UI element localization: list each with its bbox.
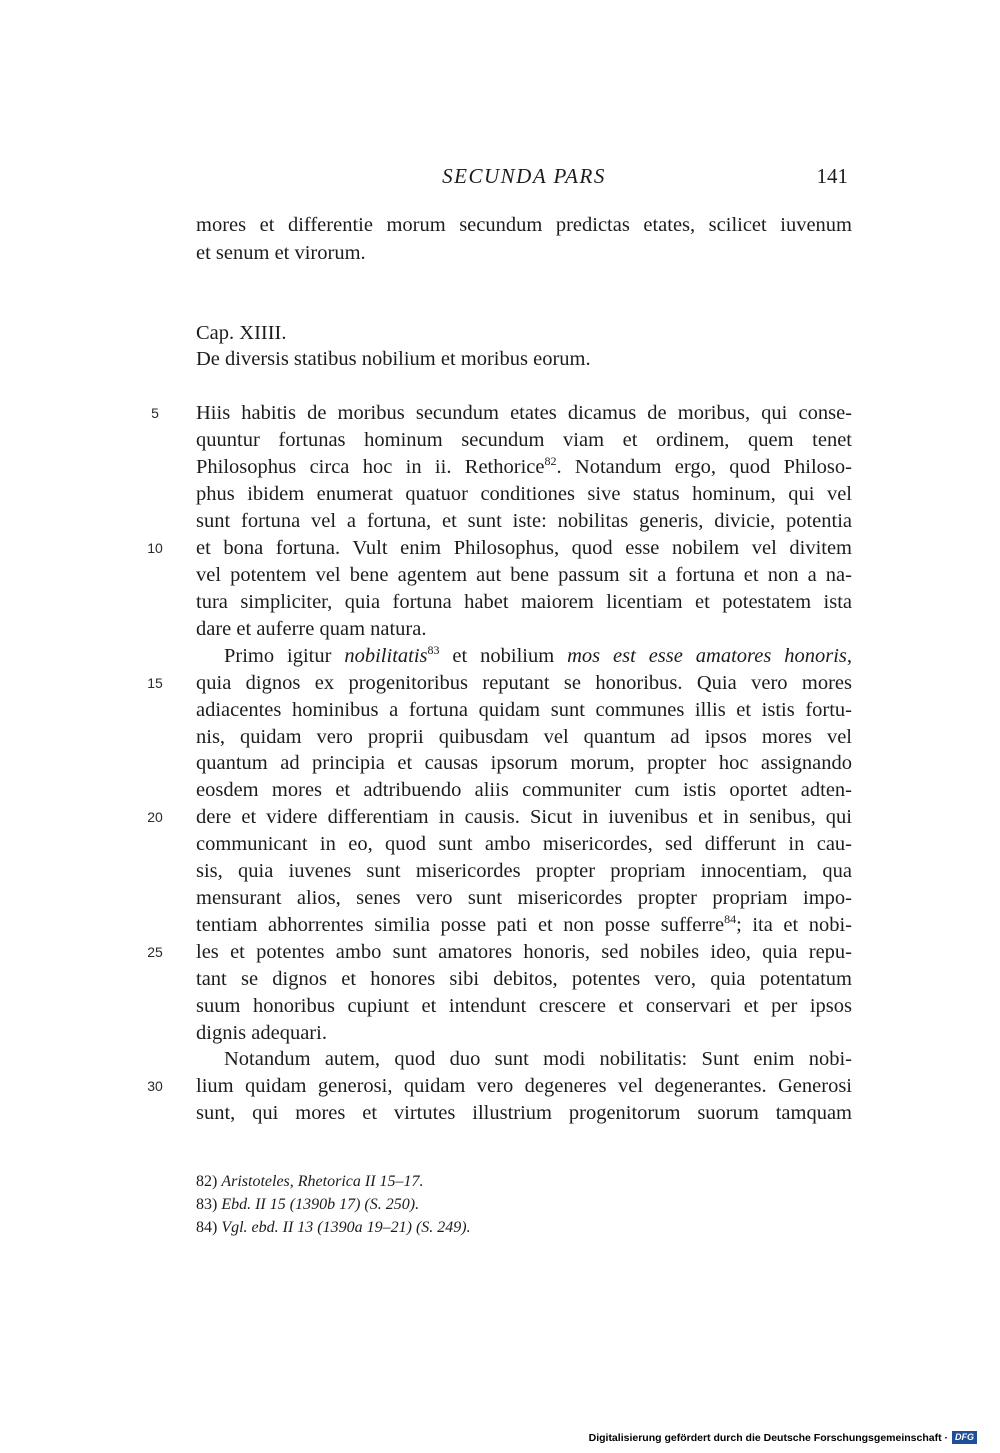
- line-number: 5: [151, 405, 159, 421]
- text-segment: et nobilium: [439, 645, 568, 667]
- footnote: [196, 1171, 424, 1192]
- text-line: nis, quidam vero proprii quibusdam vel quantum ad ipsos mores vel: [196, 726, 852, 748]
- text-line: mores et differentie morum secundum predictas etates, scilicet iuvenum: [196, 214, 852, 236]
- line-number: 15: [147, 675, 163, 691]
- footnote-ref: 83): [196, 1196, 218, 1213]
- footnote-marker: 82: [544, 454, 557, 468]
- text-line: communicant in eo, quod sunt ambo misericordes, sed differunt in cau-: [196, 833, 852, 855]
- text-line: sunt, qui mores et virtutes illustrium progenitorum suorum tamquam: [196, 1102, 852, 1124]
- running-head: [196, 164, 852, 194]
- text-line: tant se dignos et honores sibi debitos, potentes vero, quia potentatum: [196, 968, 852, 990]
- footnote-ref: 84): [196, 1219, 218, 1236]
- italic-segment: nobilitatis: [344, 645, 428, 667]
- text-line: [224, 643, 852, 669]
- digitization-credit: [589, 1429, 977, 1447]
- text-line: mensurant alios, senes vero sunt misericordes propter propriam impo-: [196, 887, 852, 909]
- text-line: adiacentes hominibus a fortuna quidam sunt communes illis et istis fortu-: [196, 699, 852, 721]
- line-number: 20: [147, 809, 163, 825]
- text-line: et senum et virorum.: [196, 242, 366, 264]
- text-segment: Philosophus circa hoc in ii. Rethorice: [196, 456, 545, 478]
- text-line: tura simpliciter, quia fortuna habet maiorem licentiam et potestatem ista: [196, 591, 852, 613]
- dfg-logo: DFG: [952, 1431, 977, 1444]
- running-title: SECUNDA PARS: [442, 164, 606, 188]
- text-segment: tentiam abhorrentes similia posse pati et non posse sufferre: [196, 914, 725, 936]
- text-line: phus ibidem enumerat quatuor conditiones sive status hominum, qui vel: [196, 483, 852, 505]
- text-line: eosdem mores et adtribuendo aliis communiter cum istis oportet adten-: [196, 779, 852, 801]
- text-line: Hiis habitis de moribus secundum etates dicamus de moribus, qui conse-: [196, 402, 852, 424]
- text-line: quantum ad principia et causas ipsorum morum, propter hoc assignando: [196, 752, 852, 774]
- text-line: et bona fortuna. Vult enim Philosophus, quod esse nobilem vel divitem: [196, 537, 852, 559]
- text-line: sis, quia iuvenes sunt misericordes propter propriam innocentiam, qua: [196, 860, 852, 882]
- text-line: dare et auferre quam natura.: [196, 618, 427, 640]
- text-line: sunt fortuna vel a fortuna, et sunt iste: nobilitas generis, divicie, potentia: [196, 510, 852, 532]
- text-segment: ,: [846, 645, 852, 667]
- footnote: [196, 1217, 471, 1238]
- page-number: 141: [816, 164, 848, 188]
- text-line: quuntur fortunas hominum secundum viam et ordinem, quem tenet: [196, 429, 852, 451]
- line-number: 30: [147, 1078, 163, 1094]
- credit-text: Digitalisierung gefördert durch die Deutsche Forschungsgemeinschaft ·: [588, 1432, 948, 1444]
- italic-segment: mos est esse amatores honoris: [567, 645, 847, 667]
- footnote-marker: 83: [427, 643, 440, 657]
- text-line: vel potentem vel bene agentem aut bene passum sit a fortuna et non a na-: [196, 564, 852, 586]
- footnote: [196, 1194, 419, 1215]
- text-line: quia dignos ex progenitoribus reputant se honoribus. Quia vero mores: [196, 672, 852, 694]
- chapter-title: De diversis statibus nobilium et moribus eorum.: [196, 348, 591, 370]
- text-segment: ; ita et nobi-: [736, 914, 852, 936]
- line-number: 10: [147, 540, 163, 556]
- text-line: les et potentes ambo sunt amatores honoris, sed nobiles ideo, quia repu-: [196, 941, 852, 963]
- text-line: suum honoribus cupiunt et intendunt crescere et conservari et per ipsos: [196, 995, 852, 1017]
- footnote-text: Vgl. ebd. II 13 (1390a 19–21) (S. 249).: [221, 1219, 471, 1236]
- text-line: dignis adequari.: [196, 1022, 327, 1044]
- line-number: 25: [147, 944, 163, 960]
- text-line: [196, 912, 852, 938]
- text-line: dere et videre differentiam in causis. Sicut in iuvenibus et in senibus, qui: [196, 806, 852, 828]
- text-segment: Primo igitur: [224, 645, 345, 667]
- footnote-text: Aristoteles, Rhetorica II 15–17.: [221, 1173, 424, 1190]
- footnote-ref: 82): [196, 1173, 218, 1190]
- text-segment: . Notandum ergo, quod Philoso-: [556, 456, 852, 478]
- text-line: Notandum autem, quod duo sunt modi nobilitatis: Sunt enim nobi-: [224, 1048, 852, 1070]
- text-line: lium quidam generosi, quidam vero degeneres vel degenerantes. Generosi: [196, 1075, 852, 1097]
- text-line: [196, 454, 852, 480]
- footnote-text: Ebd. II 15 (1390b 17) (S. 250).: [221, 1196, 420, 1213]
- chapter-number: Cap. XIIII.: [196, 322, 287, 344]
- footnote-marker: 84: [724, 912, 737, 926]
